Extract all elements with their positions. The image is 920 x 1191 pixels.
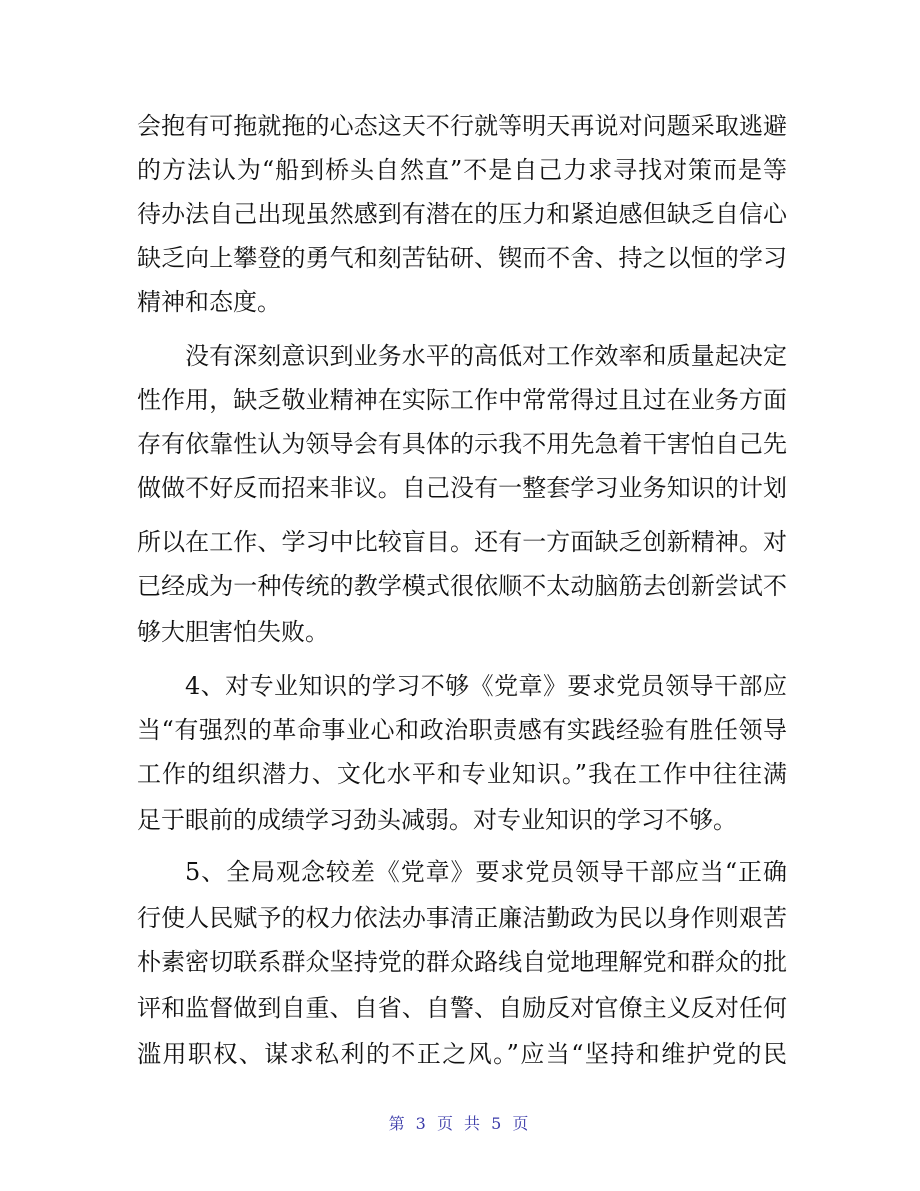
text-line: 滥用职权、谋求私利的不正之风。”应当“坚持和维护党的民 bbox=[137, 1040, 787, 1068]
text-line: 性作用，缺乏敬业精神在实际工作中常常得过且过在业务方面 bbox=[137, 386, 787, 414]
page-footer: 第 3 页 共 5 页 bbox=[388, 1114, 532, 1133]
text-line: 朴素密切联系群众坚持党的群众路线自觉地理解党和群众的批 bbox=[137, 948, 787, 976]
text-line: 足于眼前的成绩学习劲头减弱。对专业知识的学习不够。 bbox=[137, 806, 737, 834]
text-line: 已经成为一种传统的教学模式很依顺不太动脑筋去创新尝试不 bbox=[137, 572, 787, 600]
text-line: 精神和态度。 bbox=[137, 288, 281, 316]
text-line: 的方法认为“船到桥头自然直”不是自己力求寻找对策而是等 bbox=[137, 156, 787, 184]
paragraph-first-line: 4、对专业知识的学习不够《党章》要求党员领导干部应 bbox=[185, 672, 787, 700]
text-line: 当“有强烈的革命事业心和政治职责感有实践经验有胜任领导 bbox=[137, 716, 787, 744]
text-line: 评和监督做到自重、自省、自警、自励反对官僚主义反对任何 bbox=[137, 994, 787, 1022]
paragraph-first-line: 5、全局观念较差《党章》要求党员领导干部应当“正确 bbox=[185, 858, 787, 886]
text-line: 存有依靠性认为领导会有具体的示我不用先急着干害怕自己先 bbox=[137, 430, 787, 458]
text-line: 所以在工作、学习中比较盲目。还有一方面缺乏创新精神。对 bbox=[137, 528, 787, 556]
text-line: 待办法自己出现虽然感到有潜在的压力和紧迫感但缺乏自信心 bbox=[137, 200, 787, 228]
text-line: 缺乏向上攀登的勇气和刻苦钻研、锲而不舍、持之以恒的学习 bbox=[137, 244, 787, 272]
text-line: 做做不好反而招来非议。自己没有一整套学习业务知识的计划 bbox=[137, 474, 787, 502]
text-line: 行使人民赋予的权力依法办事清正廉洁勤政为民以身作则艰苦 bbox=[137, 904, 787, 932]
text-line: 工作的组织潜力、文化水平和专业知识。”我在工作中往往满 bbox=[137, 760, 787, 788]
text-line: 够大胆害怕失败。 bbox=[137, 618, 329, 646]
paragraph-first-line: 没有深刻意识到业务水平的高低对工作效率和质量起决定 bbox=[185, 342, 787, 370]
text-line: 会抱有可拖就拖的心态这天不行就等明天再说对问题采取逃避 bbox=[137, 112, 787, 140]
